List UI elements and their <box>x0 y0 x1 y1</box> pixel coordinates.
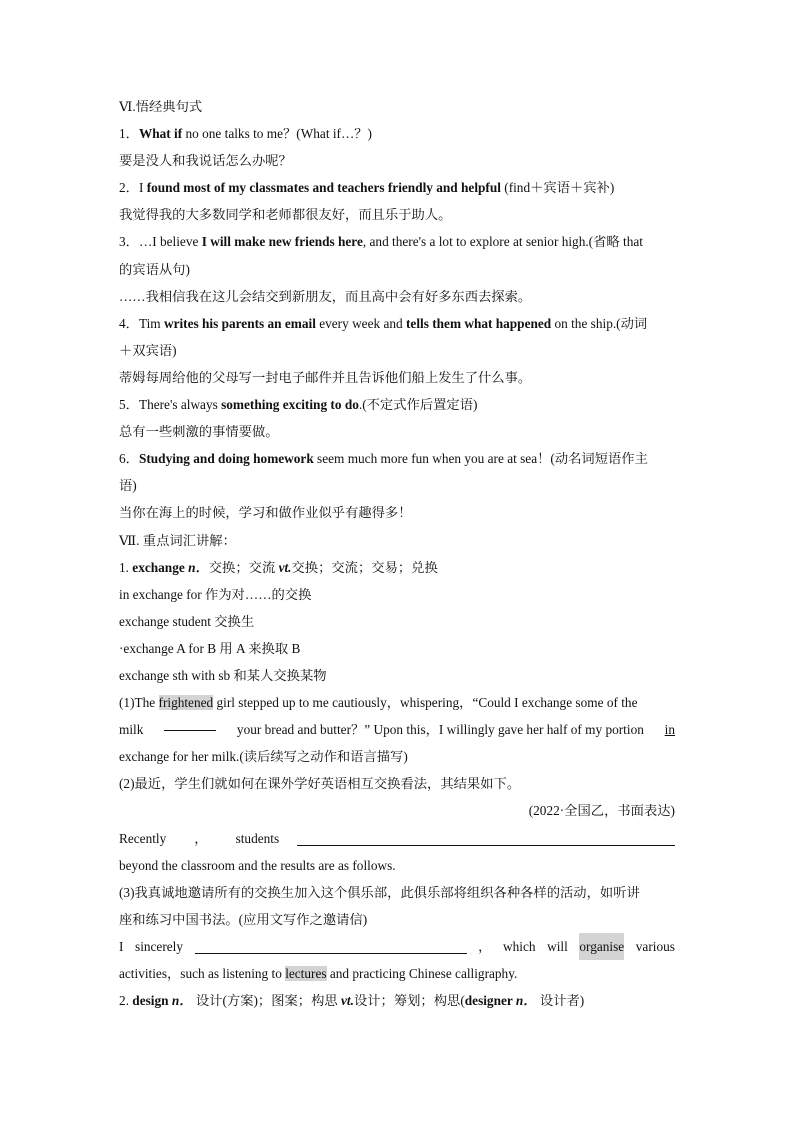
fill-in-blank[interactable] <box>164 716 216 731</box>
example-3-line-2: activities，such as listening to lectures and practicing Chinese calligraphy. <box>119 966 518 981</box>
highlight-frightened: frightened <box>158 695 214 711</box>
sentence-1: 1．What if no one talks to me？(What if…？) <box>119 126 372 142</box>
sentence-2-translation: 我觉得我的大多数同学和老师都很友好，而且乐于助人。 <box>119 207 452 223</box>
highlight-lectures: lectures <box>285 966 327 981</box>
sentence-3: 3．…I believe I will make new friends here, and there's a lot to explore at senior high.(省略 that <box>119 234 643 250</box>
phrase-exchange-sth-with-sb: exchange sth with sb 和某人交换某物 <box>119 667 327 683</box>
phrase-exchange-student: exchange student 交换生 <box>119 613 255 629</box>
example-1-line-2: milk your bread and butter？” Upon this，I willingly gave her half of my portion in <box>119 716 675 743</box>
answer-blank-sincerely[interactable] <box>195 939 467 954</box>
vocab-exchange-heading: 1. exchange n．交换；交流 vt.交换；交流；交易；兑换 <box>119 559 438 575</box>
example-1-line-1: (1)The frightened girl stepped up to me cautiously，whispering，“Could I exchange some of the <box>119 695 638 711</box>
phrase-in-exchange-for: in exchange for 作为对……的交换 <box>119 586 312 602</box>
answer-blank-recently[interactable] <box>297 831 675 846</box>
sentence-6-continued: 语) <box>119 478 137 494</box>
example-3-chinese-2: 座和练习中国书法。(应用文写作之邀请信) <box>119 911 368 927</box>
sentence-3-continued: 的宾语从句) <box>119 261 190 277</box>
example-2-source: (2022·全国乙，书面表达) <box>528 803 675 819</box>
example-3-line-1: I sincerely ， which will organise various <box>119 933 675 960</box>
phrase-exchange-a-for-b: ·exchange A for B 用 A 来换取 B <box>119 640 301 656</box>
sentence-4: 4．Tim writes his parents an email every week and tells them what happened on the ship.(动词 <box>119 315 648 331</box>
example-2-chinese: (2)最近，学生们就如何在课外学好英语相互交换看法，其结果如下。 <box>119 776 521 792</box>
sentence-6: 6．Studying and doing homework seem much more fun when you are at sea！(动名词短语作主 <box>119 451 648 467</box>
sentence-5: 5．There's always something exciting to do.(不定式作后置定语) <box>119 397 478 413</box>
section-7-title: Ⅶ. 重点词汇讲解： <box>119 532 236 548</box>
sentence-4-continued: ＋双宾语) <box>119 342 177 358</box>
example-2-line-1: Recently ， students <box>119 825 675 852</box>
section-6-title: Ⅵ.悟经典句式 <box>119 99 203 114</box>
sentence-3-translation: ……我相信我在这儿会结交到新朋友，而且高中会有好多东西去探索。 <box>119 288 532 304</box>
document-page <box>119 93 675 1014</box>
highlight-organise: organise <box>579 933 624 960</box>
sentence-4-translation: 蒂姆每周给他的父母写一封电子邮件并且告诉他们船上发生了什么事。 <box>119 369 532 385</box>
vocab-design-heading: 2. design n． 设计(方案)；图案；构思 vt.设计；筹划；构思(designer n． 设计者) <box>119 993 585 1009</box>
sentence-2: 2．I found most of my classmates and teachers friendly and helpful (find＋宾语＋宾补) <box>119 180 615 196</box>
example-3-chinese-1: (3)我真诚地邀请所有的交换生加入这个俱乐部，此俱乐部将组织各种各样的活动，如听讲 <box>119 884 640 900</box>
sentence-6-translation: 当你在海上的时候，学习和做作业似乎有趣得多！ <box>119 505 412 521</box>
sentence-1-translation: 要是没人和我说话怎么办呢？ <box>119 153 292 169</box>
underlined-in: in <box>664 722 675 738</box>
example-1-line-3: exchange for her milk.(读后续写之动作和语言描写) <box>119 749 408 765</box>
sentence-5-translation: 总有一些刺激的事情要做。 <box>119 424 279 440</box>
example-2-line-2: beyond the classroom and the results are as follows. <box>119 857 396 873</box>
